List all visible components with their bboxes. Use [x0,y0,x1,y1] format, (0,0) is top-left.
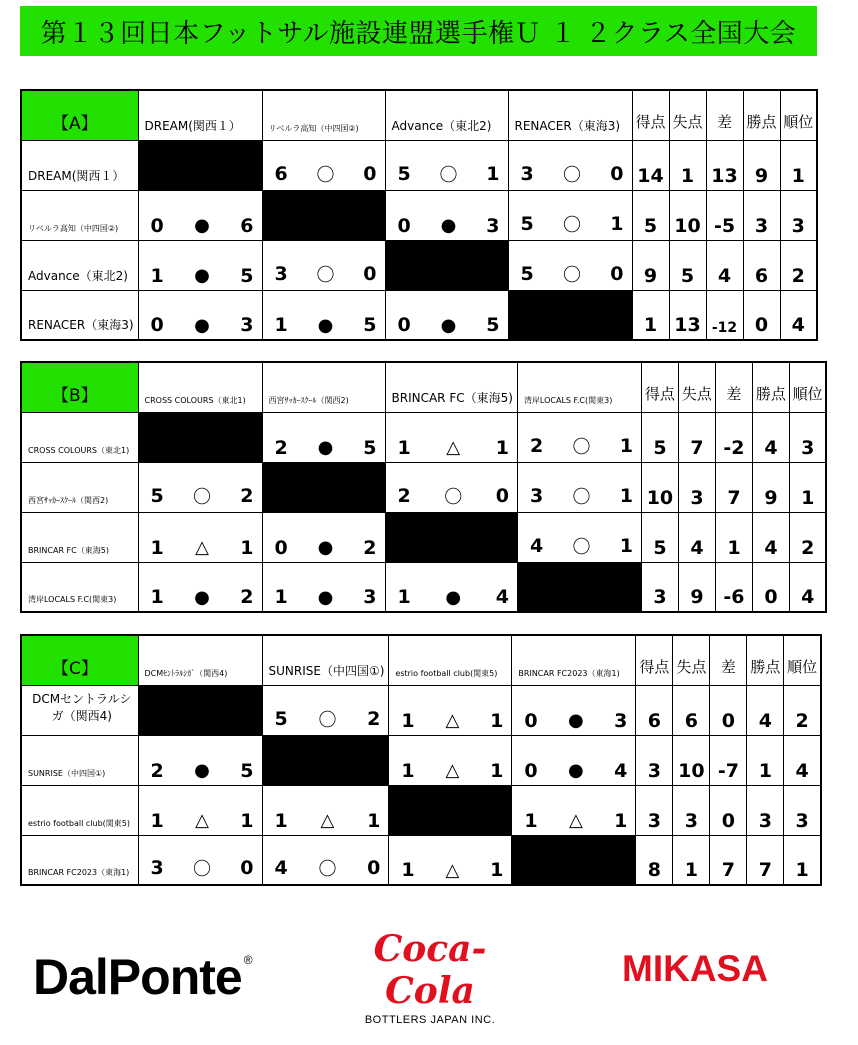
rank: 3 [784,785,821,835]
match-result-cell [262,290,385,340]
result-mark: △ [568,810,583,831]
group-table [20,361,827,613]
match-result-cell [512,735,636,785]
result-mark: ● [317,537,334,558]
team-row-name: SUNRISE（中四国①) [21,735,138,785]
goals-scored: 3 [636,785,673,835]
match-result-cell [262,562,385,612]
mikasa-logo: MIKASA [622,948,768,989]
match-result-cell [262,140,385,190]
result-mark: ● [317,437,334,458]
result-mark: ● [194,760,210,781]
match-result-cell [389,735,512,785]
goals-for: 1 [397,436,411,459]
result-mark: ● [440,215,457,236]
match-result-cell [389,835,512,885]
table-row [21,462,826,512]
goals-against: 1 [619,534,633,557]
rank: 4 [789,562,826,612]
goals-for: 4 [529,534,544,557]
table-row [21,735,821,785]
stat-column-header: 得点 [641,362,678,412]
points: 4 [747,685,784,735]
points: 4 [752,512,789,562]
rank: 3 [789,412,826,462]
match-result-cell [138,735,262,785]
result-mark: ● [194,314,210,336]
self-match-cell [262,735,389,785]
table-row [21,140,817,190]
match-result-cell [138,190,262,240]
coca-cola-logo [350,928,510,1026]
team-row-name: RENACER（東海3) [21,290,138,340]
team-column-header: BRINCAR FC（東海5) [385,362,517,412]
result-mark: △ [320,810,335,831]
match-result-cell [508,140,632,190]
goals-for: 1 [150,809,164,832]
goals-for: 3 [529,484,544,507]
goal-difference: 7 [710,835,747,885]
team-column-header: estrio football club(関東5) [389,635,512,685]
goals-against: 5 [240,264,254,287]
result-mark: △ [446,437,461,458]
team-row-name: BRINCAR FC2023（東海1) [21,835,138,885]
points: 1 [747,735,784,785]
points: 7 [747,835,784,885]
team-row-name: 西宮ｻｯｶｰｽｸｰﾙ（関西2) [21,462,138,512]
goals-for: 5 [520,262,534,285]
rank: 3 [780,190,817,240]
goals-scored: 5 [632,190,669,240]
goals-for: 5 [397,162,411,185]
match-result-cell [512,785,636,835]
points: 4 [752,412,789,462]
result-mark: △ [195,810,209,831]
goals-against: 3 [240,314,254,336]
goals-against: 0 [363,262,377,285]
stat-column-header: 差 [710,635,747,685]
goals-for: 0 [397,214,411,237]
match-result-cell [385,412,517,462]
match-result-cell [138,290,262,340]
match-result-cell [262,785,389,835]
goals-for: 4 [274,857,288,879]
goals-conceded: 1 [669,140,706,190]
goals-against: 0 [610,162,624,185]
team-row-name: 湾岸LOCALS F.C(関東3) [21,562,138,612]
rank: 4 [784,735,821,785]
stat-column-header: 順位 [789,362,826,412]
result-mark: 〇 [193,486,211,508]
goals-conceded: 7 [678,412,715,462]
goals-for: 1 [401,859,415,881]
stat-column-header: 差 [706,90,743,140]
result-mark: ● [440,314,457,336]
goal-difference: -6 [715,562,752,612]
stat-column-header: 順位 [784,635,821,685]
goals-scored: 1 [632,290,669,340]
goals-against: 1 [486,162,500,185]
dalponte-logo-text: DalPonte [33,949,242,1005]
page-title: 第１３回日本フットサル施設連盟選手権Ｕ １ ２クラス全国大会 [40,18,797,49]
goals-against: 0 [240,857,254,879]
goals-against: 3 [486,214,500,237]
goals-scored: 3 [636,735,673,785]
rank: 2 [789,512,826,562]
goals-for: 3 [150,857,164,879]
goals-for: 0 [150,314,164,336]
goals-for: 5 [520,212,534,235]
goals-for: 0 [150,214,164,237]
goals-against: 5 [486,314,500,336]
result-mark: △ [195,537,209,558]
points: 0 [743,290,780,340]
table-row [21,240,817,290]
match-result-cell [138,512,262,562]
goal-difference: 0 [710,785,747,835]
goals-for: 1 [274,586,288,608]
team-column-header: 湾岸LOCALS F.C(関東3) [517,362,641,412]
goals-against: 1 [490,859,504,881]
match-result-cell [138,562,262,612]
coca-cola-subtitle: BOTTLERS JAPAN INC. [364,1014,496,1026]
goals-scored: 8 [636,835,673,885]
goals-against: 1 [490,759,504,782]
team-row-name: Advance（東北2) [21,240,138,290]
team-row-name: CROSS COLOURS（東北1) [21,412,138,462]
goals-against: 1 [240,536,254,559]
points: 0 [752,562,789,612]
match-result-cell [262,240,385,290]
group-table [20,89,818,341]
goals-conceded: 13 [669,290,706,340]
self-match-cell [385,240,508,290]
goal-difference: -12 [706,290,743,340]
registered-mark: ® [243,953,252,967]
goals-conceded: 6 [673,685,710,735]
goals-against: 2 [367,707,381,730]
match-result-cell [389,685,512,735]
rank: 1 [784,835,821,885]
match-result-cell [262,685,389,735]
result-mark: 〇 [318,859,337,880]
goals-conceded: 3 [678,462,715,512]
stat-column-header: 失点 [678,362,715,412]
result-mark: ● [194,265,210,286]
table-row [21,562,826,612]
match-result-cell [262,512,385,562]
team-column-header: リベルラ高知（中四国②) [262,90,385,140]
team-column-header: BRINCAR FC2023（東海1) [512,635,636,685]
table-row [21,785,821,835]
match-result-cell [508,240,632,290]
points: 6 [743,240,780,290]
goals-against: 2 [240,484,254,507]
goal-difference: -2 [715,412,752,462]
result-mark: 〇 [563,164,581,186]
goals-against: 3 [614,709,628,732]
team-row-name: DCMセントラルシガ（関西4) [21,685,138,735]
match-result-cell [385,462,517,512]
result-mark: 〇 [572,536,591,558]
goals-scored: 5 [641,512,678,562]
result-mark: ● [568,710,584,731]
goals-for: 2 [397,484,411,507]
goals-against: 1 [614,809,628,832]
goals-scored: 9 [632,240,669,290]
match-result-cell [517,412,641,462]
result-mark: △ [445,859,460,881]
result-mark: ● [568,760,584,781]
title-banner [20,6,817,56]
goal-difference: 13 [706,140,743,190]
table-row [21,835,821,885]
goals-scored: 6 [636,685,673,735]
goals-for: 0 [274,536,288,559]
result-mark: 〇 [193,859,211,880]
goals-scored: 3 [641,562,678,612]
match-result-cell [385,190,508,240]
table-row [21,290,817,340]
result-mark: ● [317,314,334,336]
stat-column-header: 失点 [673,635,710,685]
goals-against: 1 [490,709,504,732]
points: 3 [743,190,780,240]
match-result-cell [517,462,641,512]
dalponte-logo [33,948,252,1006]
team-column-header: DCMｾﾝﾄﾗﾙｼｶﾞ（関西4) [138,635,262,685]
result-mark: 〇 [316,164,335,186]
goals-against: 0 [495,484,509,507]
result-mark: ● [194,586,210,608]
result-mark: 〇 [563,214,581,236]
goals-against: 3 [363,586,377,608]
goals-for: 5 [150,484,164,507]
goals-for: 5 [274,707,288,730]
goals-for: 1 [150,586,164,608]
goals-for: 1 [524,809,538,832]
goal-difference: 0 [710,685,747,735]
match-result-cell [385,290,508,340]
match-result-cell [262,835,389,885]
goals-against: 1 [619,484,633,507]
goals-for: 1 [274,809,288,832]
stat-column-header: 勝点 [743,90,780,140]
stat-column-header: 順位 [780,90,817,140]
points: 3 [747,785,784,835]
rank: 1 [780,140,817,190]
stat-column-header: 得点 [632,90,669,140]
goals-conceded: 5 [669,240,706,290]
goals-against: 0 [363,162,377,185]
match-result-cell [138,785,262,835]
result-mark: 〇 [318,709,337,731]
match-result-cell [517,512,641,562]
stat-column-header: 勝点 [747,635,784,685]
self-match-cell [262,190,385,240]
result-mark: ● [317,586,334,608]
team-column-header: 西宮ｻｯｶｰｽｸｰﾙ（関西2) [262,362,385,412]
team-row-name: estrio football club(関東5) [21,785,138,835]
goals-for: 1 [401,759,415,782]
goals-against: 1 [495,436,509,459]
result-mark: 〇 [439,164,458,186]
group-label: 【A】 [21,90,138,140]
coca-cola-script: Coca-Cola [373,928,487,1012]
self-match-cell [517,562,641,612]
self-match-cell [508,290,632,340]
self-match-cell [138,412,262,462]
goals-against: 0 [367,857,381,879]
group-label: 【C】 [21,635,138,685]
table-row [21,512,826,562]
goals-against: 4 [495,586,509,608]
result-mark: 〇 [563,264,581,286]
team-column-header: CROSS COLOURS（東北1) [138,362,262,412]
rank: 4 [780,290,817,340]
goals-for: 6 [274,162,288,185]
self-match-cell [138,685,262,735]
goals-conceded: 3 [673,785,710,835]
goal-difference: -5 [706,190,743,240]
rank: 2 [784,685,821,735]
goals-for: 2 [150,759,164,782]
goals-conceded: 1 [673,835,710,885]
goal-difference: 7 [715,462,752,512]
match-result-cell [138,240,262,290]
match-result-cell [262,412,385,462]
goals-against: 2 [240,586,254,608]
goals-against: 1 [367,809,381,832]
goals-against: 2 [363,536,377,559]
points: 9 [752,462,789,512]
stat-column-header: 勝点 [752,362,789,412]
group-label: 【B】 [21,362,138,412]
table-row [21,190,817,240]
match-result-cell [138,462,262,512]
team-column-header: SUNRISE（中四国①) [262,635,389,685]
team-row-name: リベルラ高知（中四国②) [21,190,138,240]
points: 9 [743,140,780,190]
goal-difference: 4 [706,240,743,290]
goals-for: 1 [274,314,288,336]
table-row [21,412,826,462]
goal-difference: 1 [715,512,752,562]
table-row [21,685,821,735]
group-table [20,634,822,886]
rank: 2 [780,240,817,290]
rank: 1 [789,462,826,512]
stat-column-header: 差 [715,362,752,412]
stat-column-header: 失点 [669,90,706,140]
self-match-cell [389,785,512,835]
goals-against: 5 [363,314,377,336]
result-mark: ● [445,586,462,608]
goals-against: 1 [240,809,254,832]
goals-against: 6 [240,214,254,237]
match-result-cell [385,562,517,612]
result-mark: ● [194,215,210,236]
result-mark: △ [445,710,460,731]
goals-for: 0 [397,314,411,336]
match-result-cell [138,835,262,885]
goals-scored: 10 [641,462,678,512]
result-mark: △ [445,760,460,781]
goals-scored: 5 [641,412,678,462]
team-row-name: DREAM(関西１） [21,140,138,190]
goals-for: 1 [397,586,411,608]
goals-for: 1 [401,709,415,732]
goals-for: 0 [524,759,538,782]
self-match-cell [512,835,636,885]
result-mark: 〇 [444,486,463,508]
goals-for: 1 [150,264,164,287]
goals-against: 5 [240,759,254,782]
goals-against: 4 [614,759,628,782]
self-match-cell [262,462,385,512]
result-mark: 〇 [572,436,591,458]
goals-against: 1 [610,212,624,235]
goals-conceded: 10 [669,190,706,240]
goals-conceded: 10 [673,735,710,785]
result-mark: 〇 [572,486,591,508]
goals-against: 0 [610,262,624,285]
goals-for: 0 [524,709,538,732]
team-column-header: Advance（東北2) [385,90,508,140]
match-result-cell [512,685,636,735]
goals-for: 2 [529,434,544,457]
goals-against: 5 [363,436,377,459]
team-column-header: RENACER（東海3) [508,90,632,140]
goals-conceded: 9 [678,562,715,612]
sponsor-bar [0,920,858,1030]
goals-for: 2 [274,436,288,459]
goals-for: 1 [150,536,164,559]
match-result-cell [385,140,508,190]
goals-conceded: 4 [678,512,715,562]
team-row-name: BRINCAR FC（東海5) [21,512,138,562]
self-match-cell [385,512,517,562]
team-column-header: DREAM(関西１） [138,90,262,140]
result-mark: 〇 [316,264,335,286]
match-result-cell [508,190,632,240]
goals-scored: 14 [632,140,669,190]
goals-for: 3 [520,162,534,185]
goals-against: 1 [619,434,633,457]
stat-column-header: 得点 [636,635,673,685]
self-match-cell [138,140,262,190]
goal-difference: -7 [710,735,747,785]
goals-for: 3 [274,262,288,285]
